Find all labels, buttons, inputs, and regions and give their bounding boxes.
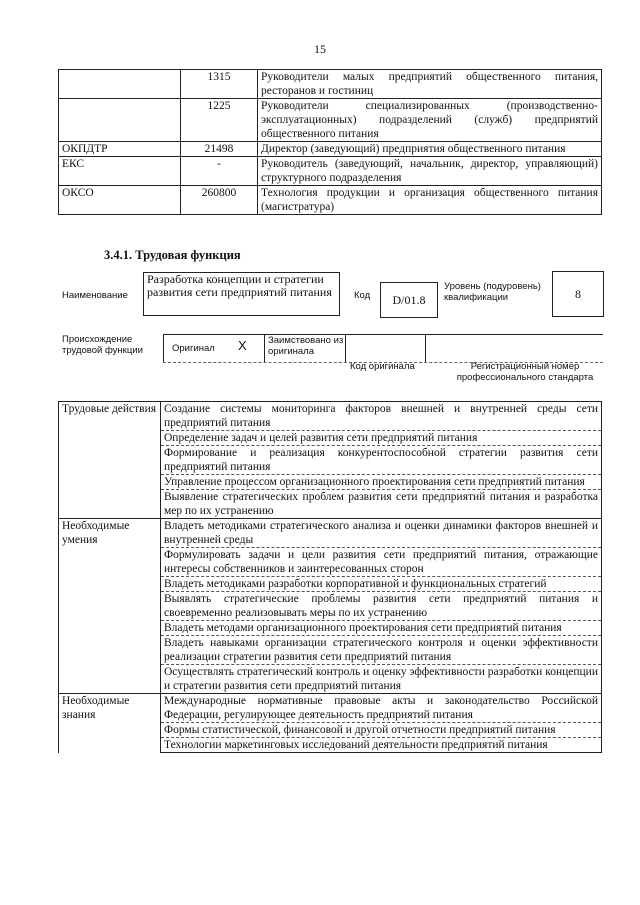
group-heading: Необходимые знания bbox=[59, 694, 161, 753]
page-number: 15 bbox=[314, 42, 326, 56]
classifier-title: Директор (заведующий) предприятия общественного питания bbox=[258, 142, 602, 157]
classifier-number: - bbox=[181, 157, 258, 186]
group-item: Осуществлять стратегический контроль и оценку эффективности разработки концепции и стратегии развития сети предприятий питания bbox=[161, 665, 602, 694]
classifier-code: ОКПДТР bbox=[59, 142, 181, 157]
details-row bbox=[59, 402, 602, 431]
group-item: Владеть навыками организации стратегического контроля и оценки эффективности реализации стратегии развития сети предприятий питания bbox=[161, 636, 602, 665]
group-item: Международные нормативные правовые акты и законодательство Российской Федерации, регулирующее деятельность предприятий питания bbox=[161, 694, 602, 723]
classifier-title: Руководители специализированных (производственно-эксплуатационных) подразделений (служб) предприятий общественного питания bbox=[258, 99, 602, 142]
qualification-level-label: Уровень (подуровень) квалификации bbox=[444, 281, 541, 303]
group-item: Владеть методиками стратегического анализа и оценки динамики факторов внешней и внутренней среды bbox=[161, 519, 602, 548]
classifier-code: ЕКС bbox=[59, 157, 181, 186]
origin-row bbox=[163, 334, 603, 363]
codes-row bbox=[59, 142, 602, 157]
group-item: Владеть методами организационного проектирования сети предприятий питания bbox=[161, 621, 602, 636]
codes-row bbox=[59, 157, 602, 186]
codes-row bbox=[59, 186, 602, 215]
group-item: Выявление стратегических проблем развития сети предприятий питания и разработка мер по их устранению bbox=[161, 490, 602, 519]
origin-cell-divider bbox=[345, 335, 346, 362]
classifier-code bbox=[59, 70, 181, 99]
classifier-number: 21498 bbox=[181, 142, 258, 157]
code-original-label: Код оригинала bbox=[350, 361, 415, 372]
group-item: Выявлять стратегические проблемы развития сети предприятий питания и своевременно реализовывать меры по их устранению bbox=[161, 592, 602, 621]
function-code-value: D/01.8 bbox=[380, 282, 438, 318]
group-heading: Трудовые действия bbox=[59, 402, 161, 519]
codes-row bbox=[59, 99, 602, 142]
classifier-title: Руководитель (заведующий, начальник, директор, управляющий) структурного подразделения bbox=[258, 157, 602, 186]
origin-label: Происхождение трудовой функции bbox=[62, 334, 143, 356]
origin-cell-divider bbox=[163, 335, 164, 362]
group-item: Управление процессом организационного проектирования сети предприятий питания bbox=[161, 475, 602, 490]
details-row bbox=[59, 694, 602, 723]
function-details-table bbox=[58, 401, 602, 753]
origin-borrowed-text: Заимствовано из оригинала bbox=[268, 335, 344, 357]
function-code-label: Код bbox=[354, 290, 371, 301]
section-title: 3.4.1. Трудовая функция bbox=[104, 248, 241, 262]
classifier-number: 260800 bbox=[181, 186, 258, 215]
classifier-code bbox=[59, 99, 181, 142]
group-item: Технологии маркетинговых исследований деятельности предприятий питания bbox=[161, 738, 602, 753]
function-name-value: Разработка концепции и стратегии развития сети предприятий питания bbox=[143, 272, 340, 316]
classifier-number: 1315 bbox=[181, 70, 258, 99]
origin-original-mark: X bbox=[238, 338, 247, 353]
classifier-code: ОКСО bbox=[59, 186, 181, 215]
group-item: Создание системы мониторинга факторов внешней и внутренней среды сети предприятий питания bbox=[161, 402, 602, 431]
origin-cell-divider bbox=[264, 335, 265, 362]
codes-table bbox=[58, 69, 602, 215]
details-row bbox=[59, 519, 602, 548]
group-item: Формы статистической, финансовой и другой отчетности предприятий питания bbox=[161, 723, 602, 738]
origin-cell-divider bbox=[425, 335, 426, 362]
function-name-label: Наименование bbox=[62, 290, 128, 301]
classifier-title: Руководители малых предприятий общественного питания, ресторанов и гостиниц bbox=[258, 70, 602, 99]
group-item: Определение задач и целей развития сети предприятий питания bbox=[161, 431, 602, 446]
registration-number-label: Регистрационный номер профессионального стандарта bbox=[456, 361, 594, 383]
group-item: Владеть методиками разработки корпоративной и функциональных стратегий bbox=[161, 577, 602, 592]
group-item: Формулировать задачи и цели развития сети предприятий питания, отражающие интересы собственников и заинтересованных сторон bbox=[161, 548, 602, 577]
qualification-level-value: 8 bbox=[552, 271, 604, 317]
group-item: Формирование и реализация конкурентоспособной стратегии развития сети предприятий питания bbox=[161, 446, 602, 475]
classifier-number: 1225 bbox=[181, 99, 258, 142]
origin-original-text: Оригинал bbox=[172, 343, 215, 354]
classifier-title: Технология продукции и организация общественного питания (магистратура) bbox=[258, 186, 602, 215]
group-heading: Необходимые умения bbox=[59, 519, 161, 694]
codes-row bbox=[59, 70, 602, 99]
